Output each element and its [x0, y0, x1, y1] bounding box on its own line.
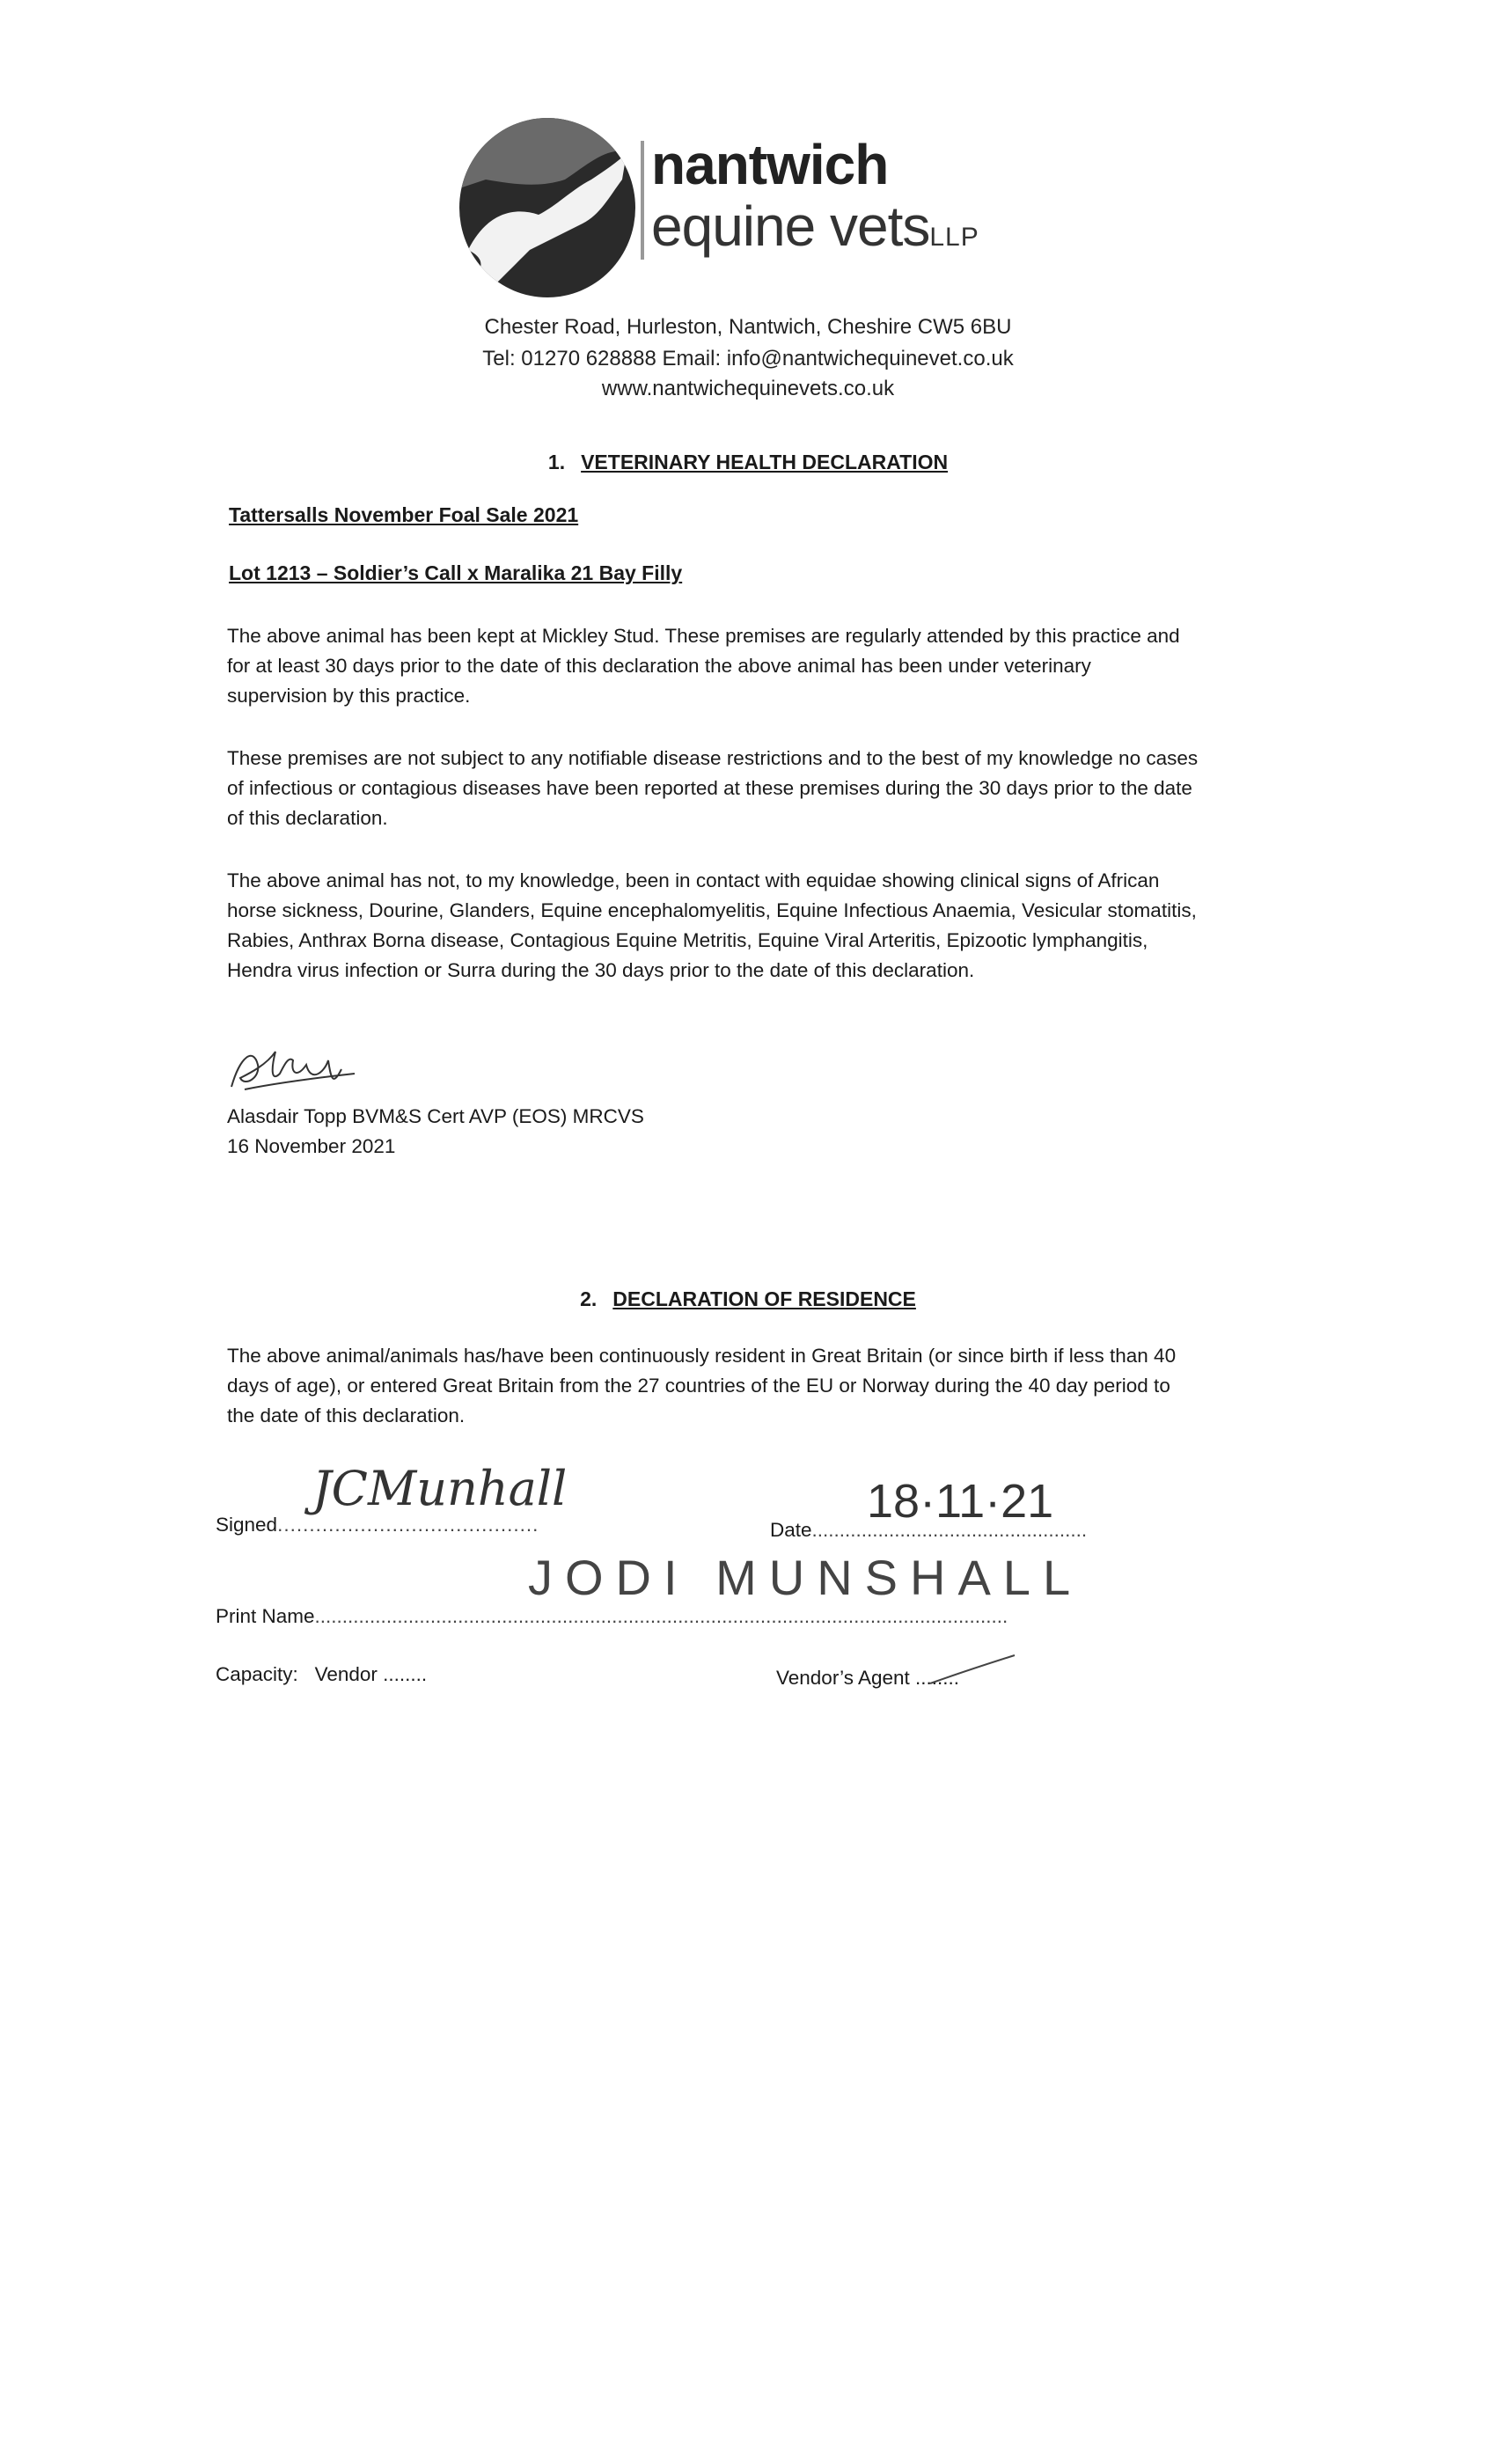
print-name-value: JODI MUNSHALL — [528, 1550, 1083, 1605]
capacity-row — [216, 1663, 427, 1686]
section1-heading — [0, 451, 1496, 474]
line: Hendra virus infection or Surra during the 30 days prior to the date of this declaration. — [227, 959, 975, 981]
line: These premises are not subject to any notifiable disease restrictions and to the best of my knowledge no cases — [227, 747, 1199, 769]
vet-signature — [227, 1038, 359, 1104]
logo-divider — [641, 141, 644, 260]
residence-paragraph — [227, 1341, 1176, 1431]
line: Rabies, Anthrax Borna disease, Contagious Equine Metritis, Equine Viral Arteritis, Epizootic lymphangitis, — [227, 929, 1148, 951]
logo-horse-emblem — [459, 118, 635, 297]
signed-label: Signed......................................... — [216, 1514, 539, 1536]
paragraph-3 — [227, 866, 1197, 986]
line: days of age), or entered Great Britain from the 27 countries of the EU or Norway during the 40 day period to — [227, 1375, 1170, 1397]
signed-date: 18·11·21 — [867, 1475, 1054, 1528]
vendor-option: Vendor ........ — [314, 1663, 428, 1685]
line: of infectious or contagious diseases have been reported at these premises during the 30 days prior to the date — [227, 777, 1192, 799]
section2-number: 2. — [580, 1287, 598, 1310]
date-label-text: Date — [770, 1519, 812, 1541]
vendor-agent-option: Vendor’s Agent ........ — [776, 1667, 960, 1689]
paragraph-1 — [227, 621, 1180, 711]
section1-title: VETERINARY HEALTH DECLARATION — [581, 451, 949, 473]
paragraph-2 — [227, 744, 1198, 833]
section2-title: DECLARATION OF RESIDENCE — [612, 1287, 916, 1310]
line: of this declaration. — [227, 807, 388, 829]
section2-heading — [0, 1287, 1496, 1311]
line: for at least 30 days prior to the date of this declaration the above animal has been under veterinary — [227, 655, 1091, 677]
line: The above animal has been kept at Mickley Stud. These premises are regularly attended by this practice and — [227, 625, 1180, 647]
capacity-label: Capacity: — [216, 1663, 298, 1685]
print-name-label: Print Name.............................................................................................................................. — [216, 1605, 1008, 1627]
declaration-date: 16 November 2021 — [227, 1135, 396, 1157]
line: The above animal/animals has/have been continuously resident in Great Britain (or since birth if less than 40 — [227, 1345, 1177, 1367]
signed-label-text: Signed — [216, 1514, 278, 1536]
address: Chester Road, Hurleston, Nantwich, Cheshire CW5 6BU — [484, 315, 1012, 339]
website: www.nantwichequinevets.co.uk — [601, 377, 895, 400]
line: horse sickness, Dourine, Glanders, Equine encephalomyelitis, Equine Infectious Anaemia, Vesicular stomatitis, — [227, 899, 1197, 921]
sale-title: Tattersalls November Foal Sale 2021 — [229, 503, 579, 526]
contact: Tel: 01270 628888 Email: info@nantwichequinevet.co.uk — [482, 347, 1014, 370]
line: supervision by this practice. — [227, 685, 471, 707]
section1-number: 1. — [547, 451, 566, 473]
print-name-label-text: Print Name — [216, 1605, 315, 1627]
vendor-signature: JCMunhall — [312, 1461, 568, 1516]
brand-subname — [651, 194, 979, 259]
date-label: Date.................................................. — [770, 1519, 1088, 1541]
lot-title: Lot 1213 – Soldier’s Call x Maralika 21 Bay Filly — [229, 561, 683, 584]
signatory: Alasdair Topp BVM&S Cert AVP (EOS) MRCVS — [227, 1105, 644, 1127]
vendor-agent-tick-mark — [928, 1653, 1016, 1692]
brand-suffix: LLP — [929, 223, 979, 252]
brand-name: nantwich — [651, 133, 889, 196]
line: the date of this declaration. — [227, 1404, 466, 1426]
line: The above animal has not, to my knowledge, been in contact with equidae showing clinical signs of African — [227, 869, 1160, 891]
brand-subname-text: equine vets — [651, 194, 930, 258]
